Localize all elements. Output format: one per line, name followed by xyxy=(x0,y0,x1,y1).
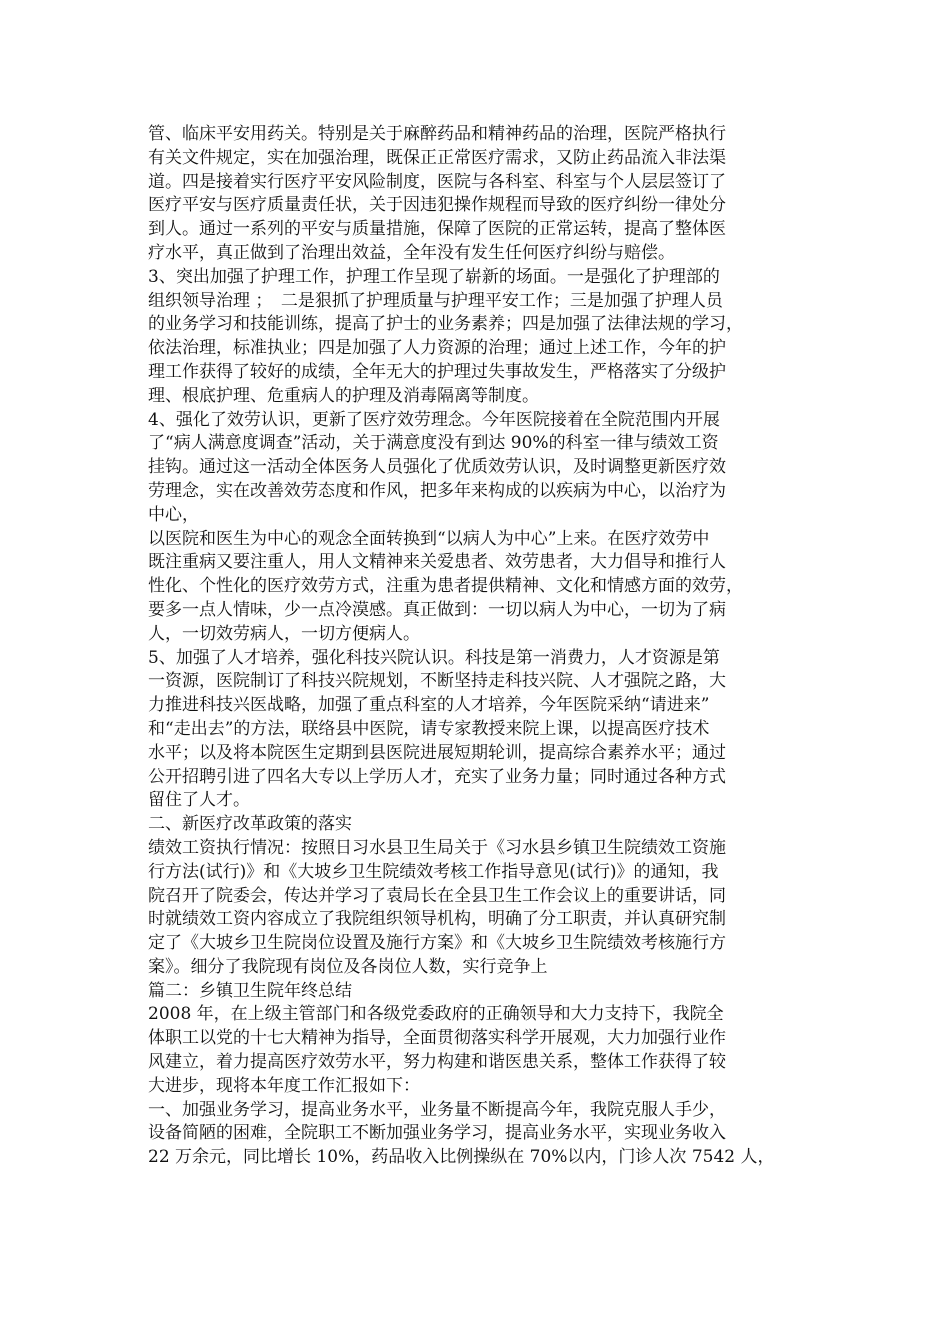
text-line: 有关文件规定，实在加强治理，既保正正常医疗需求，又防止药品流入非法渠 xyxy=(148,147,726,168)
text-line: 和“走出去”的方法，联络县中医院，请专家教授来院上课，以提高医疗技术 xyxy=(148,718,710,739)
text-line: 疗水平，真正做到了治理出效益，全年没有发生任何医疗纠纷与赔偿。 xyxy=(148,242,675,263)
text-line: 5、加强了人才培养，强化科技兴院认识。科技是第一消费力，人才资源是第 xyxy=(148,647,720,668)
text-line: 大进步，现将本年度工作汇报如下： xyxy=(148,1075,420,1096)
text-line: 了“病人满意度调查”活动，关于满意度没有到达 90%的科室一律与绩效工资 xyxy=(148,433,719,454)
document-body xyxy=(148,123,808,1170)
text-line: 组织领导治理 ； 二是狠抓了护理质量与护理平安工作；三是加强了护理人员 xyxy=(148,290,723,311)
text-line: 行方法(试行)》和《大坡乡卫生院绩效考核工作指导意见(试行)》的通知，我 xyxy=(148,861,719,882)
text-line: 理、根底护理、危重病人的护理及消毒隔离等制度。 xyxy=(148,385,539,406)
text-line: 到人。通过一系列的平安与质量措施，保障了医院的正常运转，提高了整体医 xyxy=(148,219,726,240)
text-line: 力推进科技兴医战略，加强了重点科室的人才培养，今年医院采纳“请进来” xyxy=(148,695,710,716)
text-line: 道。四是接着实行医疗平安风险制度，医院与各科室、科室与个人层层签订了 xyxy=(148,171,726,192)
text-line: 劳理念，实在改善效劳态度和作风，把多年来构成的以疾病为中心，以治疗为 xyxy=(148,480,726,501)
text-line: 中心， xyxy=(148,504,199,525)
text-line: 时就绩效工资内容成立了我院组织领导机构，明确了分工职责，并认真研究制 xyxy=(148,909,726,930)
text-line: 性化、个性化的医疗效劳方式，注重为患者提供精神、文化和情感方面的效劳， xyxy=(148,576,743,597)
text-line: 体职工以党的十七大精神为指导，全面贯彻落实科学开展观，大力加强行业作 xyxy=(148,1028,726,1049)
text-line: 留住了人才。 xyxy=(148,790,250,811)
text-line: 的业务学习和技能训练，提高了护士的业务素养；四是加强了法律法规的学习， xyxy=(148,314,743,335)
text-line: 依法治理，标准执业；四是加强了人力资源的治理；通过上述工作，今年的护 xyxy=(148,338,726,359)
text-line: 案》。细分了我院现有岗位及各岗位人数，实行竞争上 xyxy=(148,956,548,977)
text-line: 4、强化了效劳认识，更新了医疗效劳理念。今年医院接着在全院范围内开展 xyxy=(148,409,720,430)
text-line: 一、加强业务学习，提高业务水平，业务量不断提高今年，我院克服人手少， xyxy=(148,1099,726,1120)
text-line: 既注重病又要注重人，用人文精神来关爱患者、效劳患者，大力倡导和推行人 xyxy=(148,552,726,573)
text-line: 一资源，医院制订了科技兴院规划，不断坚持走科技兴院、人才强院之路，大 xyxy=(148,671,726,692)
text-line: 医疗平安与医疗质量责任状，关于因违犯操作规程而导致的医疗纠纷一律处分 xyxy=(148,195,726,216)
text-line: 理工作获得了较好的成绩，全年无大的护理过失事故发生，严格落实了分级护 xyxy=(148,361,726,382)
text-line: 风建立，着力提高医疗效劳水平，努力构建和谐医患关系，整体工作获得了较 xyxy=(148,1052,726,1073)
text-line: 挂钩。通过这一活动全体医务人员强化了优质效劳认识，及时调整更新医疗效 xyxy=(148,457,726,478)
section-heading: 篇二：乡镇卫生院年终总结 xyxy=(148,980,352,1001)
section-heading: 二、新医疗改革政策的落实 xyxy=(148,814,352,835)
text-line: 水平；以及将本院医生定期到县医院进展短期轮训，提高综合素养水平；通过 xyxy=(148,742,726,763)
text-line: 要多一点人情味，少一点冷漠感。真正做到：一切以病人为中心，一切为了病 xyxy=(148,599,726,620)
text-line: 人，一切效劳病人，一切方便病人。 xyxy=(148,623,420,644)
text-line: 定了《大坡乡卫生院岗位设置及施行方案》和《大坡乡卫生院绩效考核施行方 xyxy=(148,933,726,954)
text-line: 绩效工资执行情况：按照日习水县卫生局关于《习水县乡镇卫生院绩效工资施 xyxy=(148,837,726,858)
text-line: 以医院和医生为中心的观念全面转换到“以病人为中心”上来。在医疗效劳中 xyxy=(148,528,710,549)
text-line: 2008 年，在上级主管部门和各级党委政府的正确领导和大力支持下，我院全 xyxy=(148,1004,724,1025)
text-line: 公开招聘引进了四名大专以上学历人才，充实了业务力量；同时通过各种方式 xyxy=(148,766,726,787)
text-line: 3、突出加强了护理工作，护理工作呈现了崭新的场面。一是强化了护理部的 xyxy=(148,266,720,287)
text-line: 设备简陋的困难，全院职工不断加强业务学习，提高业务水平，实现业务收入 xyxy=(148,1123,726,1144)
text-line: 院召开了院委会，传达并学习了袁局长在全县卫生工作会议上的重要讲话，同 xyxy=(148,885,726,906)
text-line: 管、临床平安用药关。特别是关于麻醉药品和精神药品的治理，医院严格执行 xyxy=(148,124,726,144)
text-line: 22 万余元，同比增长 10%，药品收入比例操纵在 70%以内，门诊人次 7542 人， xyxy=(148,1147,775,1168)
